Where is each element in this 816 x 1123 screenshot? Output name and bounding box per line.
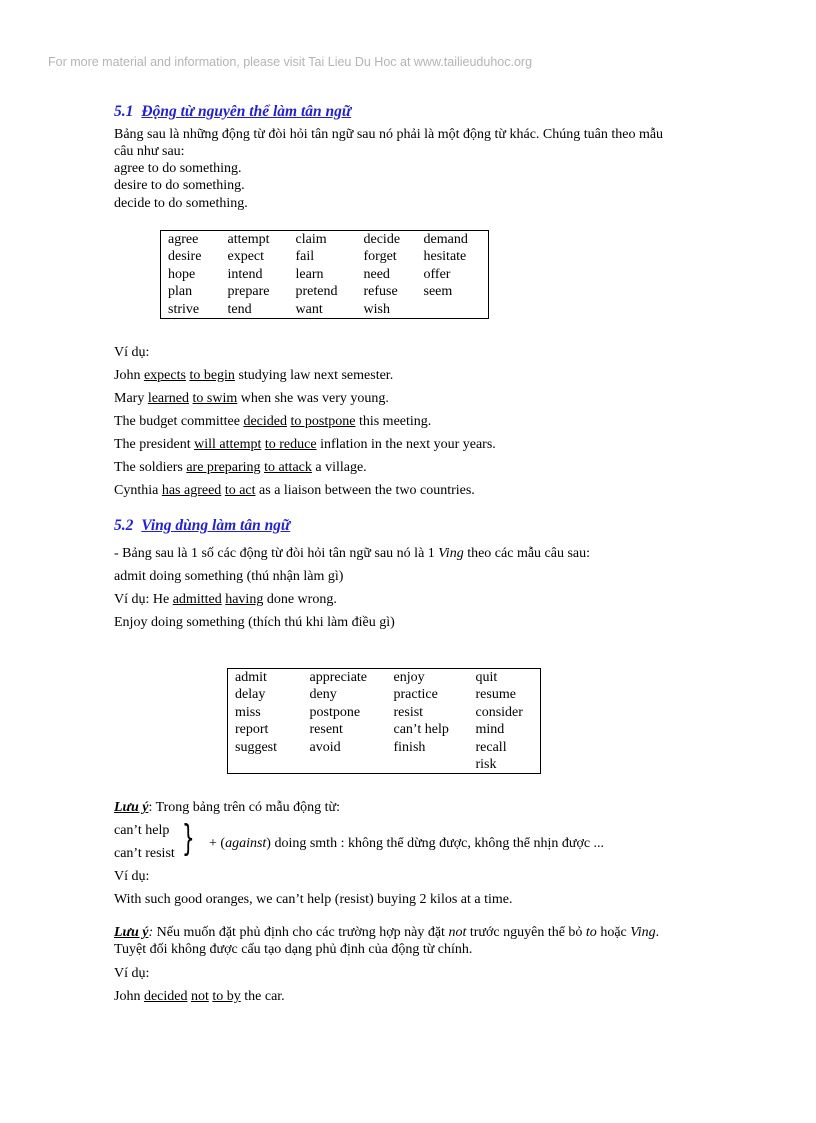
text: not [448,925,467,940]
table-row [161,248,489,265]
note-label: Lưu ý [114,800,149,815]
table-cell: offer [423,266,451,282]
table-cell: prepare [227,284,270,300]
table-row [161,283,489,300]
table-cell: plan [168,284,193,300]
table-cell: resist [393,704,424,720]
example-sentence [114,460,367,476]
pattern-line: decide to do something. [114,196,248,211]
table-cell: resent [309,722,343,738]
table-cell: seem [423,284,453,300]
infinitive-verbs-table [160,230,489,319]
section-number: 5.1 [114,103,134,120]
table-cell: admit [235,670,267,685]
table-cell: fail [295,249,315,265]
verb: decided [143,989,188,1004]
table-cell: expect [227,249,265,265]
table-row [228,686,541,703]
table-cell: claim [295,232,327,247]
verb: expects [143,368,186,383]
note1-example: With such good oranges, we can’t help (resist) buying 2 kilos at a time. [114,892,513,907]
verb: decided [243,414,287,429]
text: trước nguyên thể bỏ [466,925,586,940]
table-cell: intend [227,266,263,282]
note1-item: can’t help [114,823,170,838]
section-title: Động từ nguyên thể làm tân ngữ [141,103,352,120]
verb: learned [147,391,190,406]
note2 [114,925,659,941]
table-cell: deny [309,687,337,703]
gerund-verbs-table [227,668,541,774]
text: + ( [209,836,226,851]
text: this meeting. [355,414,432,429]
text: Mary [114,391,148,406]
pattern-line: desire to do something. [114,178,245,193]
text: : [148,925,154,940]
text: John [114,368,144,383]
section-title: Ving dùng làm tân ngữ [141,517,291,534]
intro-text: - Bảng sau là 1 số các động từ đòi hỏi tân ngữ sau nó là 1 [114,546,439,561]
text: inflation in the next your years. [316,437,496,452]
text: a village. [311,460,367,475]
table-cell [417,301,489,319]
table-row [228,669,541,687]
text: . [655,925,660,940]
table-row [161,266,489,283]
text: to by [212,989,241,1004]
table-row [161,301,489,319]
text: hoặc [596,925,631,940]
table-cell: desire [168,249,202,265]
table-cell: can’t help [393,722,449,738]
section-5-2-heading [114,517,290,535]
intro-text: theo các mẫu câu sau: [463,546,591,561]
table-cell: quit [475,670,498,685]
table-cell: hesitate [423,249,467,265]
note-label: Lưu ý [114,925,149,940]
text: The budget committee [114,414,244,429]
table-cell: enjoy [393,670,425,685]
watermark: For more material and information, please visit Tai Lieu Du Hoc at www.tailieuduhoc.org [48,55,533,69]
table-cell: consider [475,704,523,720]
infinitive: to postpone [290,414,356,429]
table-cell: miss [235,704,261,720]
object: having [225,592,264,607]
intro-line-1: Bảng sau là những động từ đòi hỏi tân ngữ sau nó phải là một động từ khác. Chúng tuân theo mẫu [114,127,664,142]
text: to [585,925,597,940]
table-cell: strive [168,301,200,317]
verb: are preparing [186,460,261,475]
table-cell: report [235,722,269,738]
section-5-1-heading [114,103,351,121]
note1-rule [209,836,604,852]
example-label: Ví dụ: [114,966,150,981]
verb: has agreed [161,483,222,498]
table-cell: refuse [363,284,398,300]
table-cell: delay [235,687,266,703]
text: The soldiers [114,460,187,475]
table-cell [228,756,303,774]
example-sentence [114,483,475,499]
note-text: : Trong bảng trên có mẫu động từ: [148,800,340,815]
table-cell: forget [363,249,397,265]
text: studying law next semester. [234,368,394,383]
note2-line2: Tuyệt đối không được cấu tạo dạng phủ định của động từ chính. [114,942,473,957]
table-cell: mind [475,722,505,738]
infinitive: to act [224,483,256,498]
text: Nếu muốn đặt phủ định cho các trường hợp này đặt [153,925,449,940]
table-cell: demand [423,232,468,247]
text: the car. [240,989,285,1004]
ving-term: Ving [438,546,464,561]
infinitive: to attack [264,460,312,475]
table-row [228,739,541,756]
infinitive: to swim [192,391,238,406]
table-cell: need [363,266,390,282]
table-cell: want [295,301,323,317]
table-cell: postpone [309,704,361,720]
verb: admitted [172,592,222,607]
table-cell [387,756,469,774]
text: against [225,836,267,851]
text: The president [114,437,195,452]
section-number: 5.2 [114,517,134,534]
table-cell: recall [475,739,507,755]
table-cell: avoid [309,739,341,755]
text: Ví dụ: He [114,592,173,607]
text: John [114,989,144,1004]
text: when she was very young. [237,391,389,406]
table-cell: agree [168,232,199,247]
table-cell: appreciate [309,670,368,685]
table-cell: wish [363,301,390,317]
table-cell: hope [168,266,196,282]
table-cell: suggest [235,739,277,755]
note1 [114,800,340,816]
table-row [161,231,489,249]
text: done wrong. [263,592,337,607]
section2-intro [114,546,590,562]
verb: will attempt [194,437,262,452]
table-cell: attempt [227,232,270,247]
example-admit [114,592,337,608]
text: not [190,989,209,1004]
table-cell: risk [475,757,497,773]
infinitive: to reduce [264,437,317,452]
pattern-enjoy: Enjoy doing something (thích thú khi làm điều gì) [114,615,395,630]
text: ) doing smth : không thể dừng được, không thể nhịn được ... [266,836,605,851]
table-cell [303,756,387,774]
pattern-admit: admit doing something (thú nhận làm gì) [114,569,344,584]
note2-example [114,989,285,1005]
example-sentence [114,391,389,407]
table-row [228,704,541,721]
example-sentence [114,437,496,453]
table-cell: practice [393,687,438,703]
brace-icon: } [182,818,195,859]
example-sentence [114,414,431,430]
example-label: Ví dụ: [114,869,150,884]
text: as a liaison between the two countries. [255,483,475,498]
pattern-line: agree to do something. [114,161,242,176]
table-cell: resume [475,687,516,703]
text: Ving [630,925,656,940]
table-cell: finish [393,739,426,755]
text: Cynthia [114,483,162,498]
table-cell: learn [295,266,324,282]
example-label: Ví dụ: [114,345,150,360]
note1-item: can’t resist [114,846,175,861]
table-row [228,756,541,774]
example-sentence [114,368,393,384]
infinitive: to begin [189,368,235,383]
table-cell: tend [227,301,252,317]
intro-line-2: câu như sau: [114,144,185,159]
table-cell: decide [363,232,401,247]
table-cell: pretend [295,284,338,300]
table-row [228,721,541,738]
